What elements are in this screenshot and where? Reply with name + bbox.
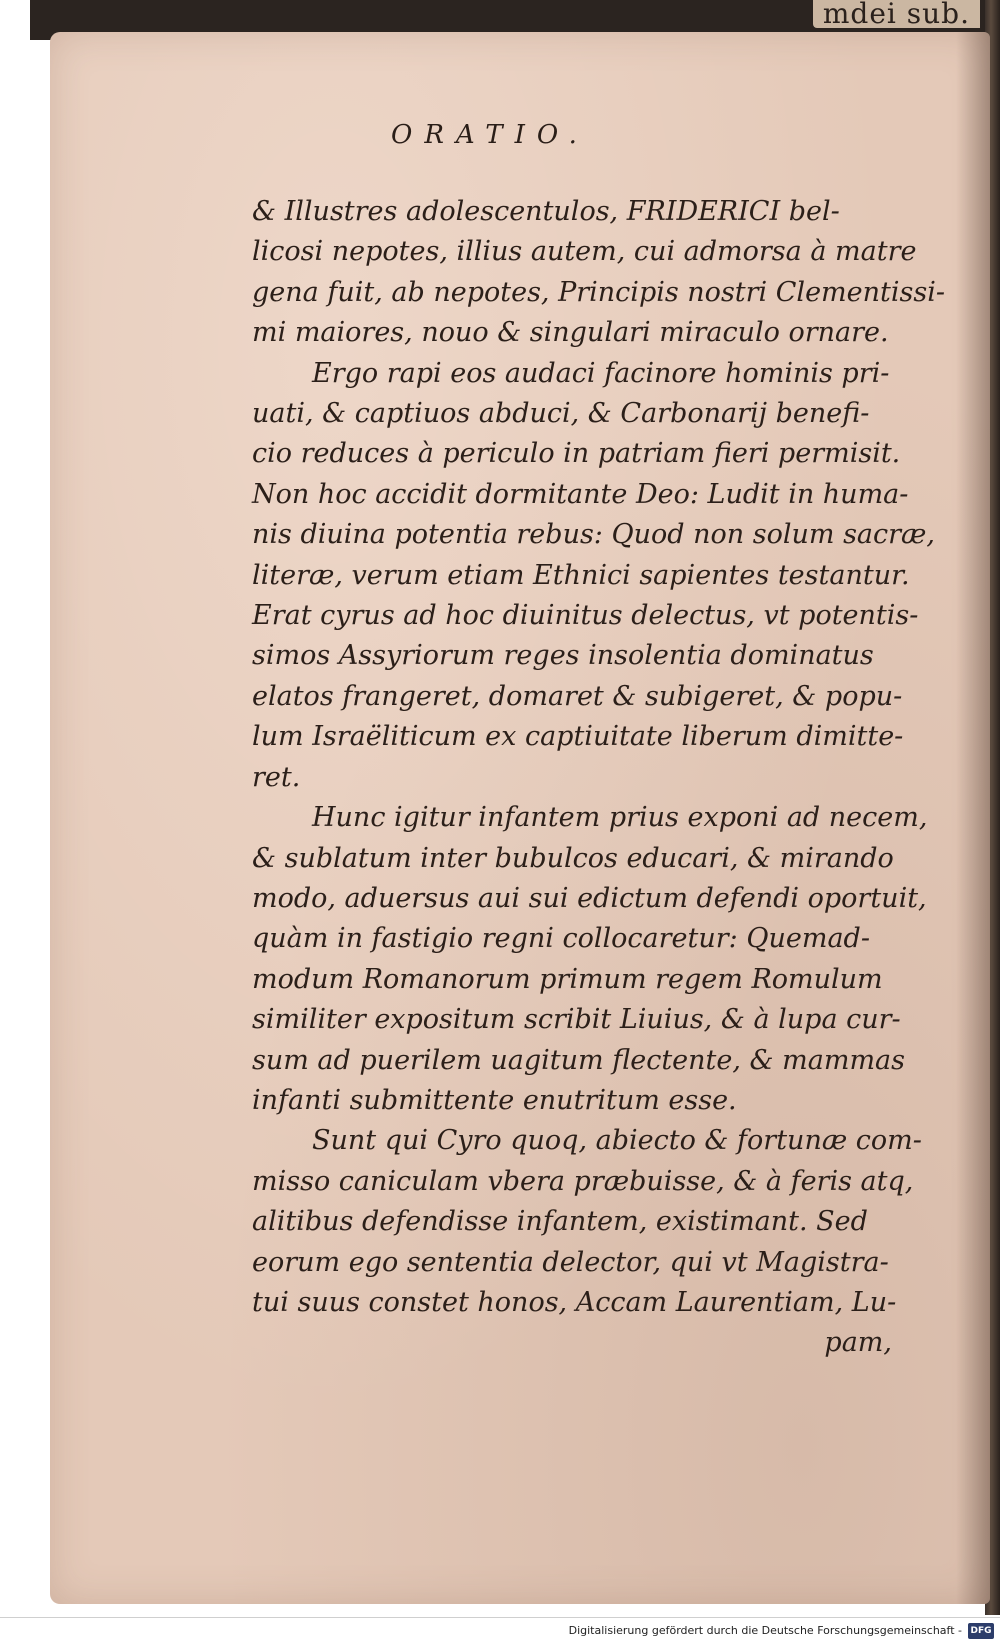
footer-credit: Digitalisierung gefördert durch die Deutsche Forschungsgemeinschaft -	[568, 1624, 962, 1637]
bleed-through-text: mdei sub.	[813, 0, 980, 28]
running-head: ORATIO.	[391, 120, 589, 150]
text-line: gena fuit, ab nepotes, Principis nostri Clementissi-	[252, 276, 945, 308]
text-line: Non hoc accidit dormitante Deo: Ludit in huma-	[252, 478, 909, 510]
text-line: tui suus constet honos, Accam Laurentiam, Lu-	[252, 1286, 897, 1318]
text-line: sum ad puerilem uagitum flectente, & mammas	[252, 1044, 906, 1076]
text-line: licosi nepotes, illius autem, cui admorsa à matre	[252, 236, 917, 268]
text-line: Ergo rapi eos audaci facinore hominis pri-	[312, 357, 890, 389]
text-line: alitibus defendisse infantem, existimant. Sed	[252, 1206, 868, 1238]
dfg-logo-icon: DFG	[968, 1623, 994, 1639]
text-line: lum Israëliticum ex captiuitate liberum dimitte-	[252, 721, 904, 753]
text-line: literæ, verum etiam Ethnici sapientes testantur.	[252, 559, 910, 591]
book-page	[50, 32, 990, 1604]
text-line: simos Assyriorum reges insolentia dominatus	[252, 640, 874, 672]
footer-bar	[0, 1617, 1000, 1646]
text-line: eorum ego sententia delector, qui vt Magistra-	[252, 1246, 889, 1278]
text-line: uati, & captiuos abduci, & Carbonarij benefi-	[252, 398, 870, 430]
text-line: modum Romanorum primum regem Romulum	[252, 963, 883, 995]
body-text	[252, 192, 972, 1364]
text-line: mi maiores, nouo & singulari miraculo ornare.	[252, 317, 889, 349]
text-line: & Illustres adolescentulos, FRIDERICI bel-	[252, 196, 840, 227]
text-line: modo, aduersus aui sui edictum defendi oportuit,	[252, 882, 927, 914]
text-line: quàm in fastigio regni collocaretur: Quemad-	[252, 923, 870, 955]
text-line: nis diuina potentia rebus: Quod non solum sacræ,	[252, 519, 936, 551]
text-line: & sublatum inter bubulcos educari, & mirando	[252, 842, 894, 874]
text-line: elatos frangeret, domaret & subigeret, & popu-	[252, 680, 903, 712]
text-line: ret.	[252, 761, 301, 793]
text-line: Sunt qui Cyro quoq, abiecto & fortunæ com-	[312, 1125, 922, 1157]
catchword: pam,	[824, 1327, 892, 1359]
text-line: infanti submittente enutritum esse.	[252, 1084, 737, 1116]
text-line: similiter expositum scribit Liuius, & à lupa cur-	[252, 1004, 901, 1036]
text-line: misso caniculam vbera præbuisse, & à feris atq,	[252, 1165, 914, 1197]
text-line: cio reduces à periculo in patriam fieri permisit.	[252, 438, 901, 470]
text-line: Hunc igitur infantem prius exponi ad necem,	[312, 802, 928, 834]
text-line: Erat cyrus ad hoc diuinitus delectus, vt potentis-	[252, 600, 919, 632]
